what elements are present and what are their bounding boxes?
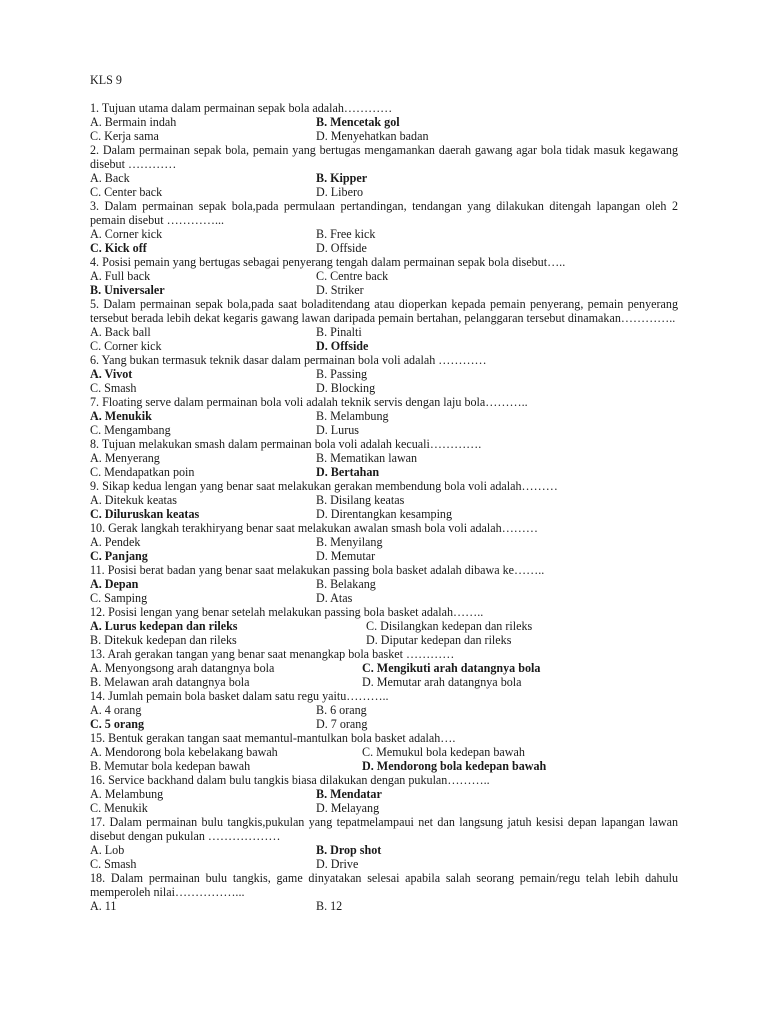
- answer-option-correct: C. Panjang: [90, 549, 148, 563]
- option-row: [90, 115, 678, 129]
- option-row: [90, 591, 678, 605]
- option-row: [90, 899, 678, 913]
- answer-option: C. Kerja sama: [90, 129, 159, 143]
- answer-option: A. Mendorong bola kebelakang bawah: [90, 745, 278, 759]
- answer-option-correct: A. Vivot: [90, 367, 133, 381]
- question-text: 1. Tujuan utama dalam permainan sepak bola adalah…………: [90, 101, 393, 115]
- option-row: [90, 577, 678, 591]
- option-row: [90, 283, 678, 297]
- option-row: [90, 507, 678, 521]
- option-row: [90, 185, 678, 199]
- answer-option: C. Menukik: [90, 801, 148, 815]
- answer-option: C. Mengambang: [90, 423, 171, 437]
- answer-option-correct: D. Mendorong bola kedepan bawah: [362, 759, 547, 773]
- question-text: 17. Dalam permainan bulu tangkis,pukulan yang tepatmelampaui net dan langsung jatuh kesisi depan lapangan lawan disebut dengan pukulan ………………: [90, 815, 678, 843]
- answer-option-correct: B. Mendatar: [316, 787, 382, 801]
- option-row: [90, 423, 678, 437]
- question-text: 9. Sikap kedua lengan yang benar saat melakukan gerakan membendung bola voli adalah………: [90, 479, 558, 493]
- question-text: 4. Posisi pemain yang bertugas sebagai penyerang tengah dalam permainan sepak bola disebut…..: [90, 255, 566, 269]
- option-row: [90, 227, 678, 241]
- question-text: 7. Floating serve dalam permainan bola voli adalah teknik servis dengan laju bola………..: [90, 395, 528, 409]
- answer-option: A. Melambung: [90, 787, 164, 801]
- answer-option: D. Memutar arah datangnya bola: [362, 675, 522, 689]
- answer-option: D. Direntangkan kesamping: [316, 507, 453, 521]
- option-row: [90, 129, 678, 143]
- option-row: [90, 717, 678, 731]
- question-text: 13. Arah gerakan tangan yang benar saat menangkap bola basket …………: [90, 647, 455, 661]
- answer-option-correct: C. Kick off: [90, 241, 147, 255]
- answer-option: C. Centre back: [316, 269, 389, 283]
- option-row: [90, 661, 678, 675]
- option-row: [90, 549, 678, 563]
- question-text: 8. Tujuan melakukan smash dalam permainan bola voli adalah kecuali………….: [90, 437, 482, 451]
- answer-option-correct: A. Depan: [90, 577, 139, 591]
- option-row: [90, 409, 678, 423]
- option-row: [90, 675, 678, 689]
- answer-option: C. Disilangkan kedepan dan rileks: [366, 619, 533, 633]
- option-row: [90, 325, 678, 339]
- answer-option: C. Corner kick: [90, 339, 162, 353]
- question-text: 5. Dalam permainan sepak bola,pada saat boladitendang atau dioperkan kepada pemain penyerang, pemain penyerang tersebut berada lebih dekat kegaris gawang lawan daripada pemain bertahan, pelanggaran tersebut dinamakan…………..: [90, 297, 678, 325]
- answer-option-correct: A. Lurus kedepan dan rileks: [90, 619, 238, 633]
- answer-option: A. Back ball: [90, 325, 151, 339]
- answer-option-correct: D. Offside: [316, 339, 369, 353]
- question-text: 11. Posisi berat badan yang benar saat melakukan passing bola basket adalah dibawa ke……..: [90, 563, 545, 577]
- answer-option-correct: B. Universaler: [90, 283, 165, 297]
- answer-option-correct: B. Kipper: [316, 171, 368, 185]
- option-row: [90, 787, 678, 801]
- question-text: 14. Jumlah pemain bola basket dalam satu regu yaitu………..: [90, 689, 389, 703]
- answer-option: B. 12: [316, 899, 343, 913]
- option-row: [90, 367, 678, 381]
- answer-option-correct: D. Bertahan: [316, 465, 380, 479]
- answer-option: A. Pendek: [90, 535, 141, 549]
- answer-option-correct: B. Drop shot: [316, 843, 382, 857]
- answer-option: C. Memukul bola kedepan bawah: [362, 745, 525, 759]
- question-text: 18. Dalam permainan bulu tangkis, game dinyatakan selesai apabila salah seorang pemain/regu telah lebih dahulu memperoleh nilai……………...: [90, 871, 678, 899]
- answer-option: A. Corner kick: [90, 227, 163, 241]
- answer-option: B. Passing: [316, 367, 368, 381]
- answer-option: B. Belakang: [316, 577, 376, 591]
- option-row: [90, 381, 678, 395]
- answer-option: A. Bermain indah: [90, 115, 177, 129]
- answer-option-correct: C. Diluruskan keatas: [90, 507, 200, 521]
- answer-option: D. Offside: [316, 241, 367, 255]
- option-row: [90, 857, 678, 871]
- question-text: 6. Yang bukan termasuk teknik dasar dalam permainan bola voli adalah …………: [90, 353, 487, 367]
- option-row: [90, 619, 678, 633]
- answer-option: D. Menyehatkan badan: [316, 129, 429, 143]
- answer-option: B. 6 orang: [316, 703, 367, 717]
- option-row: [90, 269, 678, 283]
- answer-option: B. Mematikan lawan: [316, 451, 418, 465]
- option-row: [90, 339, 678, 353]
- answer-option-correct: B. Mencetak gol: [316, 115, 400, 129]
- answer-option: D. Melayang: [316, 801, 380, 815]
- question-text: 2. Dalam permainan sepak bola, pemain yang bertugas mengamankan daerah gawang agar bola tidak masuk kegawang disebut …………: [90, 143, 678, 171]
- document-page: [90, 73, 678, 913]
- answer-option: B. Pinalti: [316, 325, 362, 339]
- answer-option: B. Memutar bola kedepan bawah: [90, 759, 251, 773]
- option-row: [90, 703, 678, 717]
- answer-option: B. Ditekuk kedepan dan rileks: [90, 633, 237, 647]
- question-text: 16. Service backhand dalam bulu tangkis biasa dilakukan dengan pukulan………..: [90, 773, 490, 787]
- answer-option: C. Mendapatkan poin: [90, 465, 195, 479]
- answer-option: B. Menyilang: [316, 535, 383, 549]
- answer-option: C. Smash: [90, 857, 137, 871]
- option-row: [90, 451, 678, 465]
- answer-option: D. Blocking: [316, 381, 376, 395]
- answer-option: D. Lurus: [316, 423, 359, 437]
- answer-option: B. Free kick: [316, 227, 376, 241]
- option-row: [90, 535, 678, 549]
- answer-option: D. Atas: [316, 591, 353, 605]
- answer-option: A. 4 orang: [90, 703, 142, 717]
- question-text: 12. Posisi lengan yang benar setelah melakukan passing bola basket adalah……..: [90, 605, 484, 619]
- option-row: [90, 801, 678, 815]
- answer-option: A. Menyongsong arah datangnya bola: [90, 661, 275, 675]
- option-row: [90, 493, 678, 507]
- answer-option: C. Center back: [90, 185, 163, 199]
- question-text: 10. Gerak langkah terakhiryang benar saat melakukan awalan smash bola voli adalah………: [90, 521, 538, 535]
- answer-option: B. Melawan arah datangnya bola: [90, 675, 250, 689]
- page-title: KLS 9: [90, 73, 122, 87]
- answer-option: D. Striker: [316, 283, 364, 297]
- option-row: [90, 745, 678, 759]
- option-row: [90, 171, 678, 185]
- answer-option-correct: C. 5 orang: [90, 717, 145, 731]
- answer-option: B. Disilang keatas: [316, 493, 405, 507]
- answer-option: C. Samping: [90, 591, 148, 605]
- answer-option: A. Back: [90, 171, 130, 185]
- option-row: [90, 241, 678, 255]
- option-row: [90, 633, 678, 647]
- option-row: [90, 759, 678, 773]
- question-text: 15. Bentuk gerakan tangan saat memantul-mantulkan bola basket adalah….: [90, 731, 456, 745]
- option-row: [90, 465, 678, 479]
- answer-option: A. 11: [90, 899, 117, 913]
- answer-option: C. Smash: [90, 381, 137, 395]
- answer-option: D. 7 orang: [316, 717, 368, 731]
- option-row: [90, 843, 678, 857]
- answer-option: A. Ditekuk keatas: [90, 493, 177, 507]
- answer-option: B. Melambung: [316, 409, 389, 423]
- answer-option: D. Drive: [316, 857, 359, 871]
- answer-option-correct: A. Menukik: [90, 409, 152, 423]
- answer-option: D. Memutar: [316, 549, 376, 563]
- answer-option: D. Diputar kedepan dan rileks: [366, 633, 512, 647]
- answer-option: A. Lob: [90, 843, 125, 857]
- answer-option: D. Libero: [316, 185, 364, 199]
- answer-option-correct: C. Mengikuti arah datangnya bola: [362, 661, 541, 675]
- question-text: 3. Dalam permainan sepak bola,pada permulaan pertandingan, tendangan yang dilakukan ditengah lapangan oleh 2 pemain disebut …………...: [90, 199, 678, 227]
- answer-option: A. Full back: [90, 269, 151, 283]
- question-list: [90, 101, 678, 913]
- answer-option: A. Menyerang: [90, 451, 160, 465]
